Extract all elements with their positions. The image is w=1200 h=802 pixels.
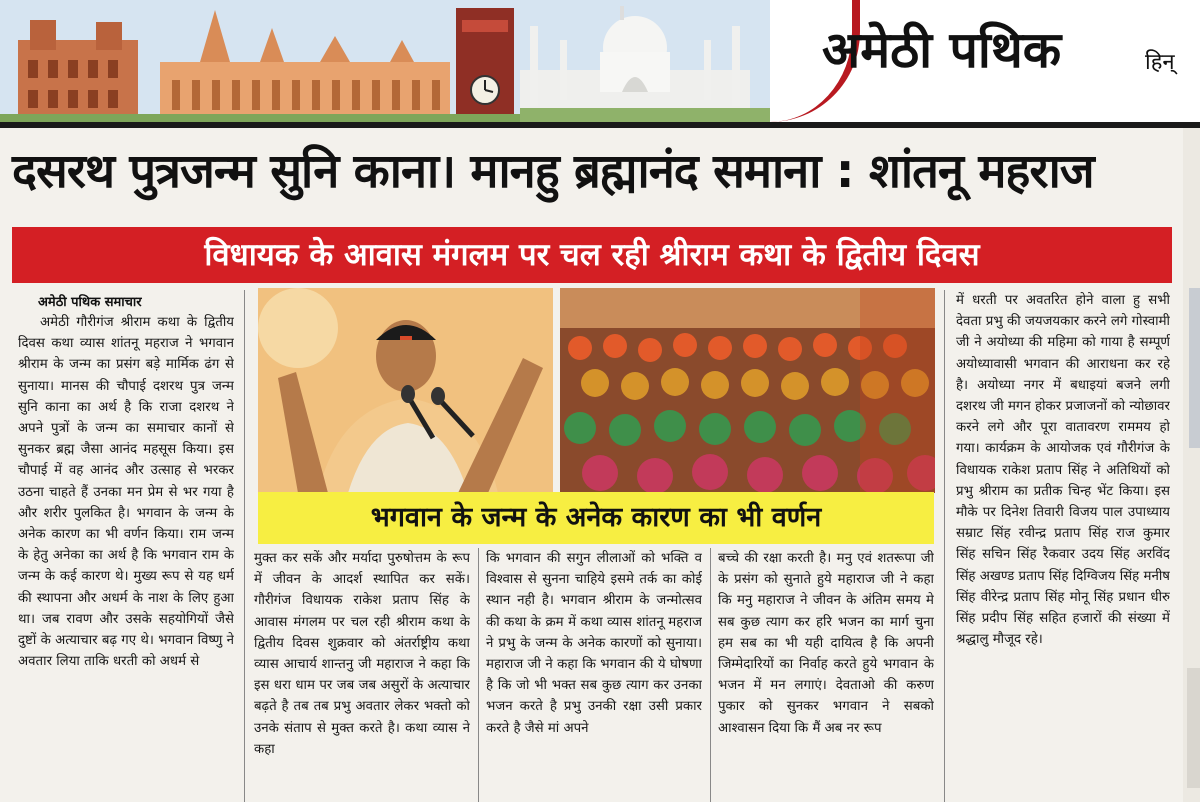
column-text: कि भगवान की सगुन लीलाओं को भक्ति व विश्वास से सुनना चाहिये इसमे तर्क का कोई स्थान नही है। भगवान श्रीराम के जन्मोत्सव की कथा के क्रम में कथा व्यास शांतनू महराज ने प्रभु के जन्म के अनेक कारणों को सुनाया। महाराज जी ने कहा कि भगवान की ये घोषणा है कि जो भी भक्त सब कुछ त्याग कर उनका भजन करते है प्रभु उनकी रक्षा उसी प्रकार करते है जैसे मां अपने xyxy=(486,551,702,736)
speaker-photo-illustration xyxy=(258,288,553,493)
byline: अमेठी पथिक समाचार xyxy=(38,295,142,310)
audience-photo-illustration xyxy=(560,288,935,493)
column-divider xyxy=(244,290,245,802)
article-column-2 xyxy=(254,548,470,802)
article-column-4 xyxy=(718,548,934,802)
column-text: मुक्त कर सकें और मर्यादा पुरुषोत्तम के रूप में जीवन के आदर्श स्थापित कर सकें। गौरीगंज विधायक राकेश प्रताप सिंह के आवास मंगलम पर चल रही श्रीराम कथा के द्वितीय दिवस शुक्रवार को अंतर्राष्ट्रीय कथा व्यास आचार्य शान्तनु जी महाराज ने कहा कि इस धरा धाम पर जब जब असुरों के अत्याचार बढ़ते है तब तब प्रभु अवतार लेकर भक्तो को उनके संताप से मुक्त करते है। कथा व्यास ने कहा xyxy=(254,551,470,757)
header-rule xyxy=(0,122,1200,128)
article-headline: दसरथ पुत्रजन्म सुनि काना। मानहु ब्रह्मानंद समाना : शांतनू महराज xyxy=(12,144,1094,199)
adjacent-page-edge xyxy=(1183,128,1200,802)
masthead xyxy=(770,0,1200,122)
column-text: में धरती पर अवतरित होने वाला हु सभी देवता प्रभु की जयजयकार करने लगे गोस्वामी जी ने अयोध्या की महिमा को गाया है सम्पूर्ण अयोध्यावासी भगवान की आराधना कर रहे है। अयोध्या नगर में बधाइयां बजने लगी दशरथ जी मगन होकर प्रजाजनों को न्योछावर करने लगे और पूरा वातावरण राममय हो गया। कार्यक्रम के आयोजक एवं गौरीगंज के विधायक राकेश प्रताप सिंह ने अतिथियों को प्रभु श्रीराम का प्रतीक चिन्ह भेंट किया। इस मौके पर दिनेश तिवारी विजय पाल उपाध्याय सम्राट सिंह रवीन्द्र प्रताप सिंह राज कुमार सिंह सचिन सिंह रैकवार उदय सिंह अरविंद सिंह अखण्ड प्रताप सिंह दिग्विजय सिंह मनीष सिंह वीरेन्द्र प्रताप सिंह मोनू सिंह प्रधान धीरु सिंह प्रदीप सिंह सहित हजारों की संख्या में श्रद्धालु मौजूद रहे। xyxy=(956,293,1170,648)
column-text: बच्चे की रक्षा करती है। मनु एवं शतरूपा जी के प्रसंग को सुनाते हुये महाराज जी ने कहा कि मनु महाराज ने जीवन के अंतिम समय मे सब कुछ त्याग कर हरि भजन का मार्ग चुना हम सब का भी यही दायित्व है कि अपनी जिम्मेदारियों का निर्वाह करते हुये भगवान के भजन में मन लगाएं। देवताओ की करुण पुकार को सुनकर भगवान ने सबको आश्वासन दिया कि मैं अब नर रूप xyxy=(718,551,934,736)
article-subheadline: विधायक के आवास मंगलम पर चल रही श्रीराम कथा के द्वितीय दिवस xyxy=(12,227,1172,283)
newspaper-name: अमेठी पथिक xyxy=(822,20,1062,79)
column-divider xyxy=(478,548,479,802)
newspaper-subtitle: हिन् xyxy=(1145,50,1175,75)
header-banner-image xyxy=(0,0,770,122)
column-text: अमेठी गौरीगंज श्रीराम कथा के द्वितीय दिवस कथा व्यास शांतनू महराज ने भगवान श्रीराम के जन्म का प्रसंग बड़े मार्मिक ढंग से सुनाया। मानस की चौपाई दशरथ पुत्र जन्म सुनि काना का अर्थ है कि राजा दशरथ ने अपने पुत्रों के जन्म का समाचार कानों से सुनकर ब्रह्म जैसा आनंद महसूस किया। इस चौपाई में वह आनंद और उत्साह से भरकर उठना चाहते हैं उनका मन प्रेम से भर गया है और शरीर पुलकित है। भगवान के जन्म के अनेक कारण का भी वर्णन किया। राम जन्म के हेतु अनेका का अर्थ है कि भगवान राम के जन्म के कई कारण थे। मुख्य रूप से यह धर्म की स्थापना और अधर्म के नाश के लिए हुआ था। जब रावण और उसके सहयोगियों जैसे दुष्टों के अत्याचार बढ़ गए थे। भगवान विष्णु ने अवतार लिया ताकि धरती को अधर्म से xyxy=(18,315,234,670)
column-divider xyxy=(944,290,945,802)
column-divider xyxy=(710,548,711,802)
article-column-1 xyxy=(18,312,234,802)
photo-speaker xyxy=(258,288,553,493)
photo-caption: भगवान के जन्म के अनेक कारण का भी वर्णन xyxy=(258,492,934,544)
monuments-illustration xyxy=(0,0,770,122)
article-column-3 xyxy=(486,548,702,802)
photo-audience xyxy=(560,288,935,493)
article-column-5 xyxy=(956,290,1170,802)
